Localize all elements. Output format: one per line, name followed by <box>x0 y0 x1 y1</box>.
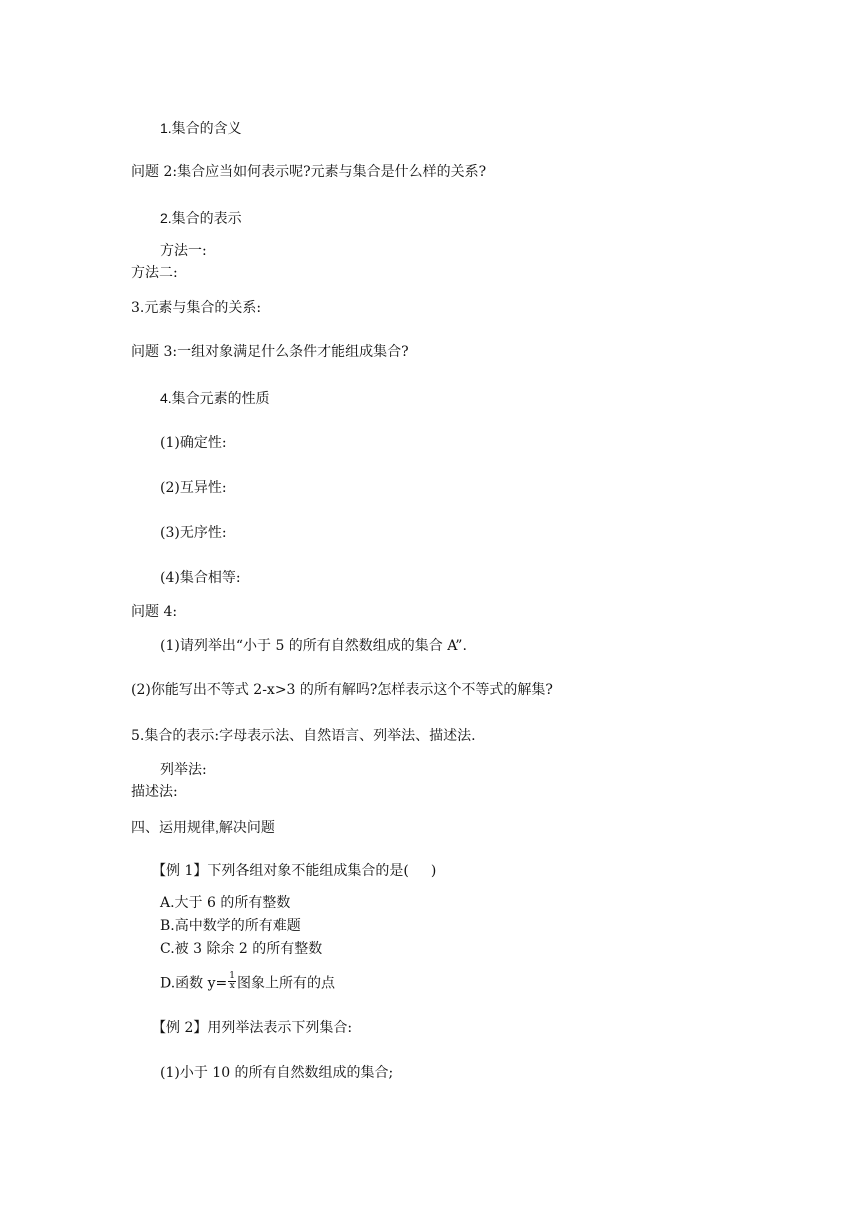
property-determinate: (1)确定性: <box>160 435 227 451</box>
question-4-part-2: (2)你能写出不等式 2-x>3 的所有解吗?怎样表示这个不等式的解集? <box>131 682 553 698</box>
fraction-denominator: x <box>229 981 235 991</box>
example-2-part-1: (1)小于 10 的所有自然数组成的集合; <box>160 1065 394 1081</box>
enumeration-method: 列举法: <box>160 762 207 778</box>
section-four-heading: 四、运用规律,解决问题 <box>131 819 275 835</box>
section-1-title: 1.集合的含义 <box>160 120 242 136</box>
fraction-one-over-x <box>228 972 236 991</box>
option-a: A.大于 6 的所有整数 <box>160 895 291 911</box>
question-3: 问题 3:一组对象满足什么条件才能组成集合? <box>131 344 409 360</box>
example-1-text: 【例 1】下列各组对象不能组成集合的是( <box>152 863 409 879</box>
method-two: 方法二: <box>131 265 178 281</box>
fraction-numerator: 1 <box>229 971 235 981</box>
question-2: 问题 2:集合应当如何表示呢?元素与集合是什么样的关系? <box>131 164 487 180</box>
property-unordered: (3)无序性: <box>160 525 227 541</box>
description-method: 描述法: <box>131 784 178 800</box>
option-b: B.高中数学的所有难题 <box>160 918 301 934</box>
option-c: C.被 3 除余 2 的所有整数 <box>160 941 323 957</box>
section-4-title: 4.集合元素的性质 <box>160 390 270 406</box>
section-2-title: 2.集合的表示 <box>160 210 242 226</box>
question-4: 问题 4: <box>131 604 178 620</box>
option-d <box>160 971 335 993</box>
example-2: 【例 2】用列举法表示下列集合: <box>152 1020 353 1036</box>
property-distinct: (2)互异性: <box>160 480 227 496</box>
section-5-title: 5.集合的表示:字母表示法、自然语言、列举法、描述法. <box>131 728 476 744</box>
example-1-close-paren: ) <box>430 863 437 879</box>
method-one: 方法一: <box>160 243 207 259</box>
question-4-part-1: (1)请列举出“小于 5 的所有自然数组成的集合 A”. <box>160 638 467 654</box>
example-1 <box>152 862 436 880</box>
section-3-title: 3.元素与集合的关系: <box>131 300 262 316</box>
property-set-equality: (4)集合相等: <box>160 570 241 586</box>
option-d-prefix: D.函数 y= <box>160 975 228 992</box>
option-d-suffix: 图象上所有的点 <box>237 975 335 992</box>
